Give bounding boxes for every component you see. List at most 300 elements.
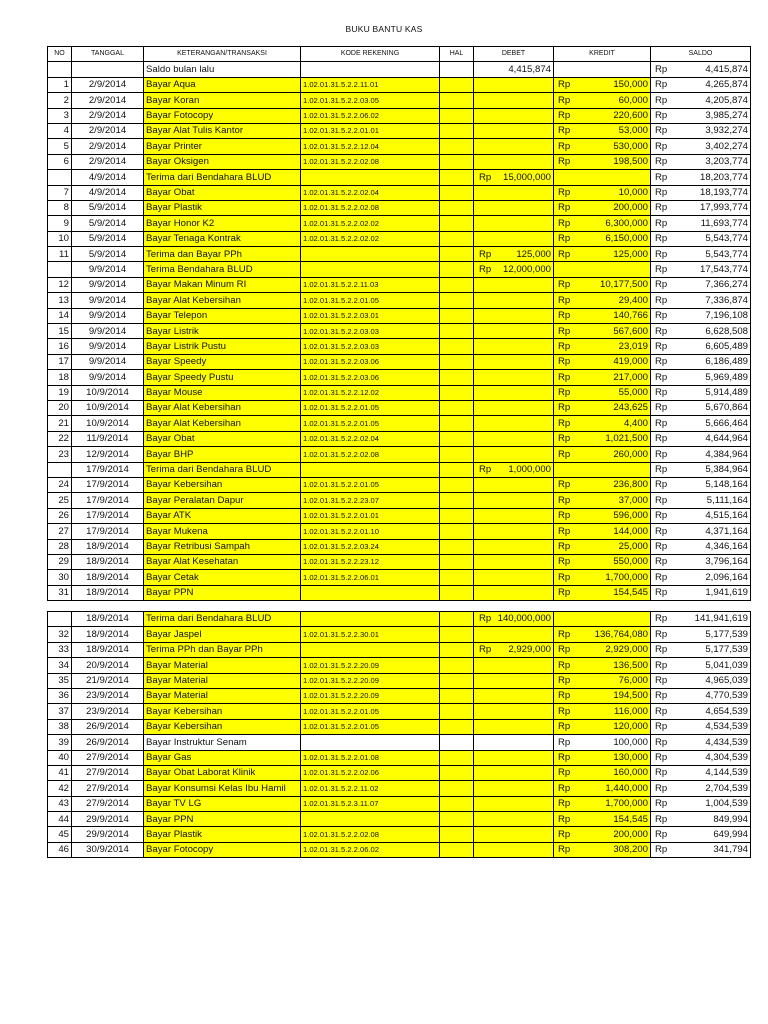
cell-hal [440, 231, 474, 246]
cell-saldo [651, 688, 751, 703]
cell-tanggal: 2/9/2014 [72, 139, 144, 154]
amount: 18,193,774 [699, 187, 748, 198]
cell-kredit-wrap [556, 417, 648, 430]
cell-keterangan: Bayar Alat Kesehatan [144, 554, 301, 569]
cell-saldo-wrap [653, 720, 748, 733]
amount: 136,764,080 [594, 628, 648, 640]
cell-kredit-wrap [556, 355, 648, 368]
cell-saldo [651, 447, 751, 462]
cell-no: 15 [48, 324, 72, 339]
cell-hal [440, 339, 474, 354]
cell-kode-rekening [301, 247, 440, 262]
cell-keterangan: Terima Bendahara BLUD [144, 262, 301, 277]
currency-label: Rp [558, 448, 571, 460]
cell-kode-rekening: 1.02.01.31.5.2.2.12.02 [301, 385, 440, 400]
amount: 1,000,000 [508, 464, 551, 476]
amount: 10,000 [618, 187, 648, 198]
cell-no: 3 [48, 108, 72, 123]
cell-debet [474, 385, 554, 400]
cell-kredit-wrap [556, 782, 648, 795]
cell-saldo-wrap [653, 417, 748, 430]
table-row [48, 585, 751, 600]
currency-label: Rp [558, 217, 571, 229]
cell-kredit [554, 627, 651, 642]
amount: 1,440,000 [605, 782, 648, 794]
cell-hal [440, 750, 474, 765]
cell-saldo [651, 293, 751, 308]
currency-label: Rp [655, 156, 668, 168]
cell-saldo-wrap [653, 751, 748, 764]
amount: 12,000,000 [502, 263, 551, 275]
cell-kredit-wrap [556, 140, 648, 153]
cell-saldo-wrap [653, 628, 748, 641]
cell-tanggal: 4/9/2014 [72, 185, 144, 200]
amount: 4,346,164 [705, 540, 748, 552]
cell-kode-rekening [301, 612, 440, 627]
cell-tanggal: 9/9/2014 [72, 262, 144, 277]
cell-hal [440, 262, 474, 277]
cell-hal [440, 462, 474, 477]
cell-kredit [554, 200, 651, 215]
cell-saldo [651, 570, 751, 585]
currency-label: Rp [655, 813, 668, 825]
cell-hal [440, 477, 474, 492]
cell-debet [474, 200, 554, 215]
cell-hal [440, 385, 474, 400]
table-row [48, 612, 751, 627]
amount: 116,000 [614, 705, 648, 717]
cell-no: 16 [48, 339, 72, 354]
cell-saldo-wrap [653, 186, 748, 199]
currency-label: Rp [558, 628, 571, 640]
cell-tanggal: 12/9/2014 [72, 447, 144, 462]
cell-tanggal: 18/9/2014 [72, 612, 144, 627]
cell-kredit-wrap [556, 309, 648, 322]
table-row [48, 524, 751, 539]
cell-debet [474, 139, 554, 154]
cell-tanggal: 18/9/2014 [72, 642, 144, 657]
table-row [48, 796, 751, 811]
amount: 4,770,539 [705, 690, 748, 702]
amount: 1,004,539 [705, 798, 748, 810]
table-row [48, 62, 751, 77]
currency-label: Rp [655, 464, 668, 476]
cell-no: 8 [48, 200, 72, 215]
table-row [48, 154, 751, 169]
cell-tanggal: 2/9/2014 [72, 93, 144, 108]
cell-saldo-wrap [653, 217, 748, 230]
amount: 4,400 [623, 417, 648, 429]
currency-label: Rp [655, 613, 668, 625]
cell-kredit-wrap [556, 155, 648, 168]
amount: 154,545 [613, 813, 648, 825]
currency-label: Rp [558, 510, 571, 522]
currency-label: Rp [655, 675, 668, 687]
currency-label: Rp [655, 325, 668, 337]
cell-saldo-wrap [653, 278, 748, 291]
cell-no: 45 [48, 827, 72, 842]
cell-kredit-wrap [556, 340, 648, 353]
cell-saldo [651, 508, 751, 523]
currency-label: Rp [655, 767, 668, 779]
currency-label: Rp [479, 171, 492, 183]
cell-no: 28 [48, 539, 72, 554]
cell-no: 23 [48, 447, 72, 462]
table-row [48, 93, 751, 108]
cell-hal [440, 277, 474, 292]
currency-label: Rp [558, 828, 571, 840]
cell-tanggal: 27/9/2014 [72, 796, 144, 811]
cell-no: 4 [48, 123, 72, 138]
cell-saldo [651, 93, 751, 108]
cell-keterangan: Terima dari Bendahara BLUD [144, 170, 301, 185]
cell-tanggal: 17/9/2014 [72, 477, 144, 492]
cell-kredit-wrap [556, 78, 648, 91]
currency-label: Rp [655, 125, 668, 137]
currency-label: Rp [558, 279, 571, 291]
cell-kredit [554, 293, 651, 308]
currency-label: Rp [558, 721, 571, 733]
amount: 3,985,274 [705, 110, 748, 122]
cell-keterangan: Bayar ATK [144, 508, 301, 523]
cell-saldo [651, 585, 751, 600]
ledger-table-1 [47, 46, 751, 601]
cell-hal [440, 247, 474, 262]
cell-kredit-wrap [556, 797, 648, 810]
cell-debet [474, 154, 554, 169]
table-row [48, 508, 751, 523]
amount: 140,000,000 [497, 613, 551, 625]
table-row [48, 400, 751, 415]
cell-no [48, 170, 72, 185]
table-row [48, 827, 751, 842]
cell-kredit-wrap [556, 736, 648, 749]
amount: 17,543,774 [699, 263, 748, 275]
cell-saldo [651, 77, 751, 92]
cell-saldo [651, 170, 751, 185]
currency-label: Rp [655, 310, 668, 322]
cell-tanggal: 9/9/2014 [72, 293, 144, 308]
cell-keterangan: Bayar PPN [144, 812, 301, 827]
amount: 10,177,500 [599, 279, 648, 291]
amount: 5,384,964 [705, 464, 748, 476]
cell-tanggal: 9/9/2014 [72, 277, 144, 292]
amount: 5,041,039 [705, 659, 748, 671]
table-row [48, 842, 751, 857]
amount: 3,402,274 [705, 140, 748, 152]
amount: 5,148,164 [705, 479, 748, 491]
cell-no: 18 [48, 370, 72, 385]
cell-kode-rekening: 1.02.01.31.5.2.2.03.06 [301, 354, 440, 369]
cell-tanggal: 9/9/2014 [72, 324, 144, 339]
table-row [48, 781, 751, 796]
cell-kredit [554, 750, 651, 765]
cell-saldo-wrap [653, 140, 748, 153]
cell-kredit-wrap [556, 278, 648, 291]
cell-kredit-wrap [556, 401, 648, 414]
cell-kode-rekening: 1.02.01.31.5.2.2.20.09 [301, 658, 440, 673]
cell-tanggal: 18/9/2014 [72, 627, 144, 642]
cell-kode-rekening: 1.02.01.31.5.2.2.01.05 [301, 719, 440, 734]
cell-kode-rekening: 1.02.01.31.5.2.2.01.05 [301, 477, 440, 492]
cell-hal [440, 62, 474, 77]
cell-keterangan: Bayar Jaspel [144, 627, 301, 642]
cell-tanggal: 5/9/2014 [72, 216, 144, 231]
cell-kredit [554, 354, 651, 369]
currency-label: Rp [655, 217, 668, 229]
cell-kredit-wrap [556, 705, 648, 718]
cell-kredit [554, 642, 651, 657]
cell-kode-rekening: 1.02.01.31.5.2.2.01.08 [301, 750, 440, 765]
table-row [48, 339, 751, 354]
amount: 125,000 [613, 248, 648, 260]
cell-saldo [651, 431, 751, 446]
cell-no: 37 [48, 704, 72, 719]
amount: 4,304,539 [705, 752, 748, 763]
cell-debet [474, 77, 554, 92]
cell-saldo-wrap [653, 124, 748, 137]
cell-saldo-wrap [653, 525, 748, 538]
cell-saldo [651, 704, 751, 719]
amount: 5,969,489 [705, 371, 748, 383]
cell-no: 40 [48, 750, 72, 765]
table-row [48, 200, 751, 215]
amount: 1,941,619 [705, 587, 748, 599]
cell-kredit [554, 842, 651, 857]
cell-kredit-wrap [556, 828, 648, 841]
currency-label: Rp [558, 233, 571, 245]
cell-kredit-wrap [556, 186, 648, 199]
cell-keterangan: Bayar Fotocopy [144, 108, 301, 123]
amount: 5,177,539 [705, 644, 748, 656]
cell-debet [474, 539, 554, 554]
cell-keterangan: Bayar Oksigen [144, 154, 301, 169]
currency-label: Rp [655, 110, 668, 122]
cell-kredit-wrap [556, 689, 648, 702]
cell-tanggal: 2/9/2014 [72, 123, 144, 138]
cell-kredit [554, 570, 651, 585]
amount: 5,543,774 [705, 233, 748, 245]
table-row [48, 658, 751, 673]
amount: 341,794 [713, 844, 748, 856]
amount: 200,000 [613, 828, 648, 840]
cell-saldo-wrap [653, 828, 748, 841]
currency-label: Rp [479, 263, 492, 275]
cell-saldo [651, 123, 751, 138]
cell-no: 22 [48, 431, 72, 446]
cell-kredit-wrap [556, 94, 648, 107]
table-row [48, 554, 751, 569]
cell-tanggal: 27/9/2014 [72, 750, 144, 765]
cell-saldo-wrap [653, 232, 748, 245]
cell-hal [440, 719, 474, 734]
cell-hal [440, 308, 474, 323]
cell-keterangan: Bayar Gas [144, 750, 301, 765]
amount: 530,000 [613, 140, 648, 152]
cell-debet [474, 688, 554, 703]
cell-hal [440, 493, 474, 508]
currency-label: Rp [655, 479, 668, 491]
currency-label: Rp [655, 828, 668, 840]
cell-saldo-wrap [653, 340, 748, 353]
cell-kredit-wrap [556, 843, 648, 856]
cell-kredit [554, 508, 651, 523]
cell-debet-wrap [476, 248, 551, 261]
cell-no: 30 [48, 570, 72, 585]
amount: 4,265,874 [705, 79, 748, 91]
cell-kode-rekening: 1.02.01.31.5.2.2.01.10 [301, 524, 440, 539]
cell-saldo [651, 524, 751, 539]
cell-saldo [651, 462, 751, 477]
cell-hal [440, 781, 474, 796]
cell-kredit [554, 735, 651, 750]
cell-no: 24 [48, 477, 72, 492]
cell-debet [474, 673, 554, 688]
cell-kredit-wrap [556, 371, 648, 384]
cell-kredit [554, 612, 651, 627]
cell-keterangan: Bayar Aqua [144, 77, 301, 92]
currency-label: Rp [558, 556, 571, 568]
amount: 2,096,164 [705, 571, 748, 583]
cell-saldo-wrap [653, 797, 748, 810]
amount: 419,000 [613, 356, 648, 368]
cell-saldo [651, 231, 751, 246]
currency-label: Rp [655, 294, 668, 306]
amount: 4,434,539 [705, 736, 748, 748]
currency-label: Rp [558, 294, 571, 306]
table-row [48, 431, 751, 446]
cell-saldo-wrap [653, 201, 748, 214]
cell-saldo [651, 493, 751, 508]
cell-no [48, 62, 72, 77]
cell-kredit [554, 108, 651, 123]
cell-kode-rekening: 1.02.01.31.5.2.2.01.05 [301, 293, 440, 308]
cell-kode-rekening: 1.02.01.31.5.2.2.01.01 [301, 123, 440, 138]
amount: 236,800 [613, 479, 648, 491]
cell-kode-rekening: 1.02.01.31.5.2.2.02.06 [301, 765, 440, 780]
table-row [48, 308, 751, 323]
cell-kredit [554, 400, 651, 415]
cell-saldo [651, 185, 751, 200]
cell-keterangan: Bayar Instruktur Senam [144, 735, 301, 750]
cell-kode-rekening: 1.02.01.31.5.2.2.20.09 [301, 673, 440, 688]
cell-keterangan: Bayar Material [144, 658, 301, 673]
cell-hal [440, 354, 474, 369]
table-row [48, 77, 751, 92]
cell-tanggal: 17/9/2014 [72, 508, 144, 523]
table-row [48, 539, 751, 554]
amount: 6,605,489 [705, 340, 748, 352]
cell-no: 43 [48, 796, 72, 811]
cell-kredit-wrap [556, 109, 648, 122]
cell-keterangan: Bayar Alat Kebersihan [144, 400, 301, 415]
cell-tanggal: 17/9/2014 [72, 462, 144, 477]
cell-kredit [554, 524, 651, 539]
cell-kredit [554, 62, 651, 77]
cell-kredit-wrap [556, 201, 648, 214]
amount: 220,600 [613, 110, 648, 122]
cell-kredit [554, 77, 651, 92]
cell-hal [440, 627, 474, 642]
cell-no: 42 [48, 781, 72, 796]
currency-label: Rp [655, 628, 668, 640]
cell-saldo-wrap [653, 689, 748, 702]
currency-label: Rp [558, 310, 571, 322]
cell-debet [474, 508, 554, 523]
cell-no: 11 [48, 247, 72, 262]
cell-kode-rekening [301, 170, 440, 185]
cell-kredit-wrap [556, 232, 648, 245]
cell-kredit [554, 231, 651, 246]
cell-debet [474, 554, 554, 569]
currency-label: Rp [655, 79, 668, 91]
currency-label: Rp [655, 556, 668, 568]
cell-debet [474, 247, 554, 262]
cell-kode-rekening [301, 585, 440, 600]
amount: 3,932,274 [705, 125, 748, 137]
currency-label: Rp [655, 540, 668, 552]
cell-kode-rekening: 1.02.01.31.5.2.2.02.08 [301, 154, 440, 169]
cell-keterangan: Bayar Honor K2 [144, 216, 301, 231]
cell-saldo-wrap [653, 478, 748, 491]
cell-kode-rekening [301, 62, 440, 77]
cell-saldo [651, 339, 751, 354]
cell-debet-wrap [476, 612, 551, 625]
cell-keterangan: Bayar Makan Minum RI [144, 277, 301, 292]
currency-label: Rp [655, 721, 668, 733]
currency-label: Rp [479, 613, 492, 625]
currency-label: Rp [558, 140, 571, 152]
amount: 6,300,000 [605, 217, 648, 229]
cell-saldo [651, 673, 751, 688]
cell-kode-rekening [301, 735, 440, 750]
cell-kredit-wrap [556, 248, 648, 261]
cell-kredit [554, 93, 651, 108]
cell-kode-rekening: 1.02.01.31.5.2.2.03.24 [301, 539, 440, 554]
cell-debet [474, 170, 554, 185]
amount: 154,545 [613, 587, 648, 599]
currency-label: Rp [655, 94, 668, 106]
cell-kredit-wrap [556, 124, 648, 137]
cell-debet [474, 416, 554, 431]
cell-hal [440, 416, 474, 431]
amount: 7,366,274 [705, 279, 748, 291]
cell-saldo [651, 139, 751, 154]
cell-saldo [651, 842, 751, 857]
table-row [48, 570, 751, 585]
table-row [48, 704, 751, 719]
cell-no: 33 [48, 642, 72, 657]
cell-saldo [651, 62, 751, 77]
cell-kode-rekening [301, 812, 440, 827]
cell-saldo [651, 247, 751, 262]
cell-saldo [651, 262, 751, 277]
cell-keterangan: Bayar Konsumsi Kelas Ibu Hamil [144, 781, 301, 796]
cell-kredit-wrap [556, 659, 648, 672]
currency-label: Rp [558, 844, 571, 856]
cell-debet [474, 827, 554, 842]
cell-keterangan: Terima dari Bendahara BLUD [144, 462, 301, 477]
cell-saldo-wrap [653, 659, 748, 672]
cell-keterangan: Bayar Material [144, 688, 301, 703]
table-row [48, 354, 751, 369]
cell-kode-rekening: 1.02.01.31.5.2.2.02.02 [301, 216, 440, 231]
currency-label: Rp [655, 752, 668, 763]
currency-label: Rp [655, 433, 668, 445]
cell-kode-rekening: 1.02.01.31.5.2.2.02.04 [301, 185, 440, 200]
cell-no: 41 [48, 765, 72, 780]
cell-debet [474, 812, 554, 827]
